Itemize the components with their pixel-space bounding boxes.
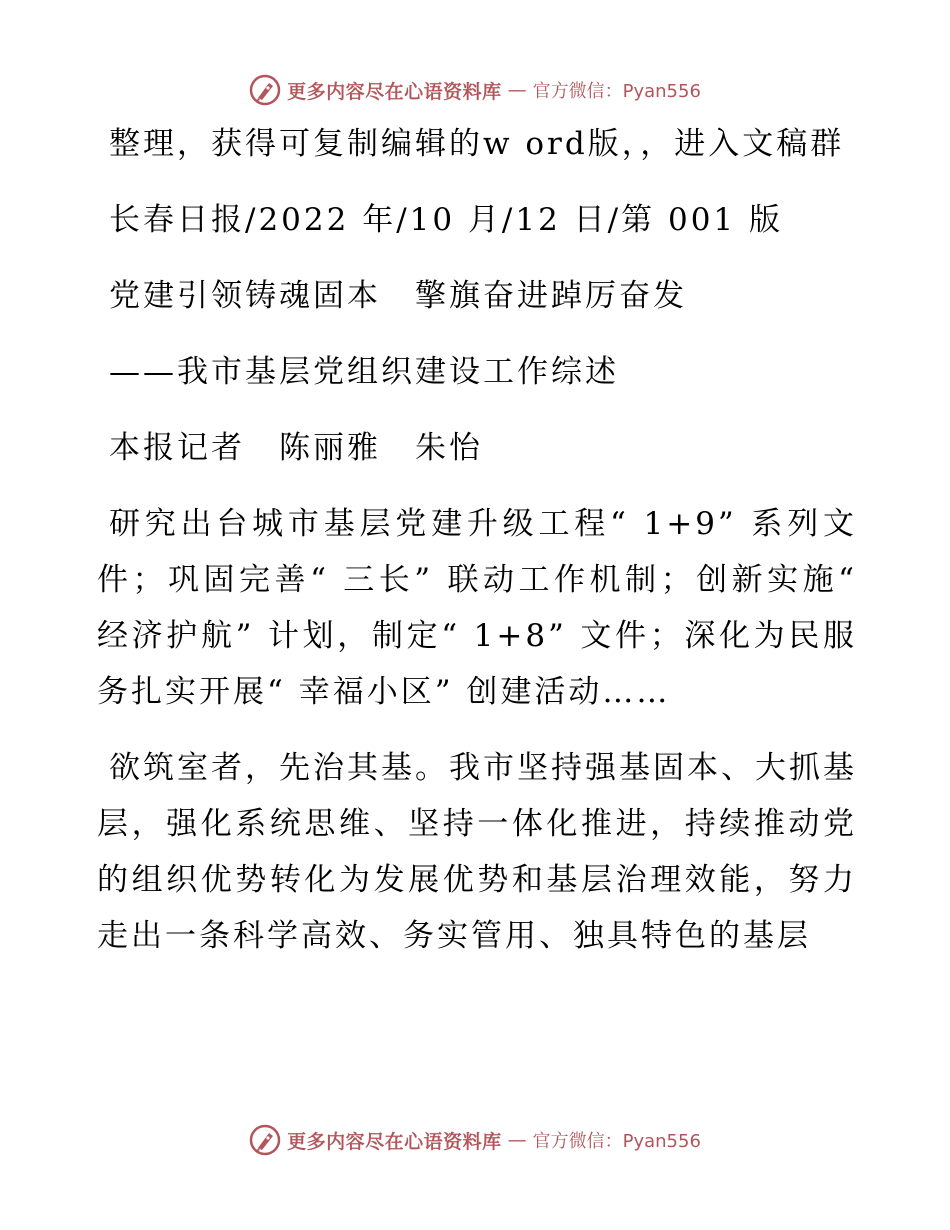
source-line: 长春日报/2022 年/10 月/12 日/第 001 版 [109, 202, 784, 238]
subheadline: ——我市基层党组织建设工作综述 [109, 354, 619, 390]
header-banner [0, 70, 950, 110]
banner-brand-text: 更多内容尽在心语资料库 [287, 80, 502, 103]
banner-wechat-text: 官方微信：Pyan556 [532, 1131, 701, 1152]
document-body [97, 116, 857, 984]
paragraph-1: 研究出台城市基层党建升级工程“ 1+9” 系列文件；巩固完善“ 三长” 联动工作机制；创新实施“ 经济护航” 计划，制定“ 1+8” 文件；深化为民服务扎实开展“ 幸福小区” 创建活动…… [97, 506, 857, 710]
paragraph-2: 欲筑室者，先治其基。我市坚持强基固本、大抓基层，强化系统思维、坚持一体化推进，持续推动党的组织优势转化为发展优势和基层治理效能，努力走出一条科学高效、务实管用、独具特色的基层 [97, 750, 857, 954]
headline: 党建引领铸魂固本 擎旗奋进踔厉奋发 [109, 278, 687, 314]
pen-nib-logo-icon [249, 1124, 281, 1156]
banner-brand-text: 更多内容尽在心语资料库 [287, 1130, 502, 1153]
banner-wechat-text: 官方微信：Pyan556 [532, 81, 701, 102]
pen-nib-logo-icon [249, 74, 281, 106]
banner-separator: — [507, 1129, 527, 1151]
byline: 本报记者 陈丽雅 朱怡 [109, 430, 483, 466]
footer-banner [0, 1120, 950, 1160]
banner-separator: — [507, 79, 527, 101]
intro-line: 整理，获得可复制编辑的w ord版，，进入文稿群 [109, 126, 845, 162]
